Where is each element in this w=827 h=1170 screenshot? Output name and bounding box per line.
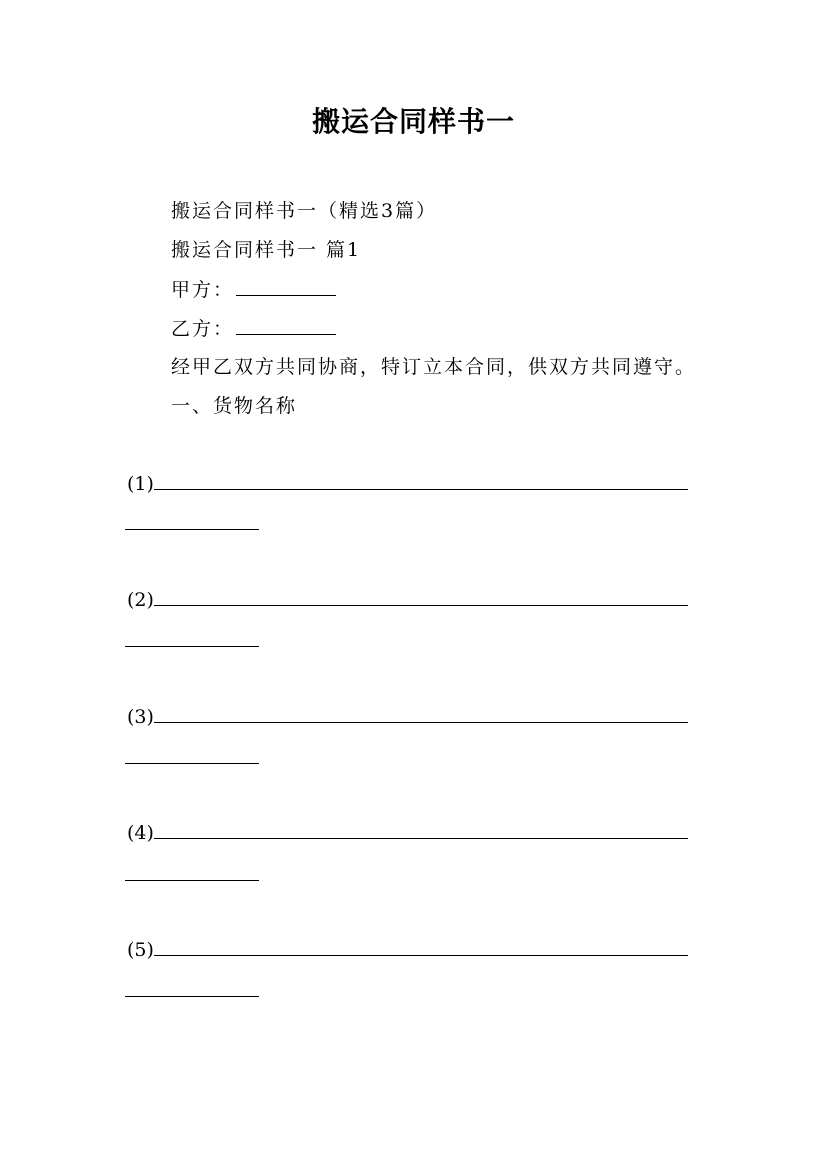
party-a-label: 甲方： (171, 279, 235, 301)
party-b-label: 乙方： (171, 318, 235, 340)
goods-item-3 (127, 704, 688, 730)
goods-item-5-continuation (125, 996, 259, 997)
party-b-blank (236, 316, 336, 335)
goods-item-label: (3) (127, 706, 154, 728)
goods-item-blank (154, 587, 688, 606)
document-subtitle: 搬运合同样书一（精选3篇） (171, 200, 438, 222)
goods-item-3-continuation (125, 763, 259, 764)
goods-item-blank (154, 704, 688, 723)
goods-item-2-continuation (125, 646, 259, 647)
document-title: 搬运合同样书一 (311, 105, 515, 138)
goods-item-blank (154, 820, 688, 839)
goods-item-4 (127, 820, 688, 846)
goods-item-label: (4) (127, 822, 154, 844)
party-a-blank (236, 277, 336, 296)
goods-item-5 (127, 937, 688, 963)
goods-item-blank (154, 937, 688, 956)
intro-paragraph: 经甲乙双方共同协商，特订立本合同，供双方共同遵守。 (171, 356, 697, 378)
goods-item-1 (127, 471, 688, 497)
section-heading: 搬运合同样书一 篇1 (171, 239, 362, 261)
goods-item-2 (127, 587, 688, 613)
goods-item-label: (1) (127, 473, 154, 495)
party-b-line (171, 316, 336, 342)
goods-item-blank (154, 471, 688, 490)
goods-item-4-continuation (125, 880, 259, 881)
goods-item-label: (2) (127, 589, 154, 611)
party-a-line (171, 277, 336, 303)
goods-item-label: (5) (127, 939, 154, 961)
goods-item-1-continuation (125, 529, 259, 530)
clause-goods-name: 一、货物名称 (171, 395, 298, 417)
